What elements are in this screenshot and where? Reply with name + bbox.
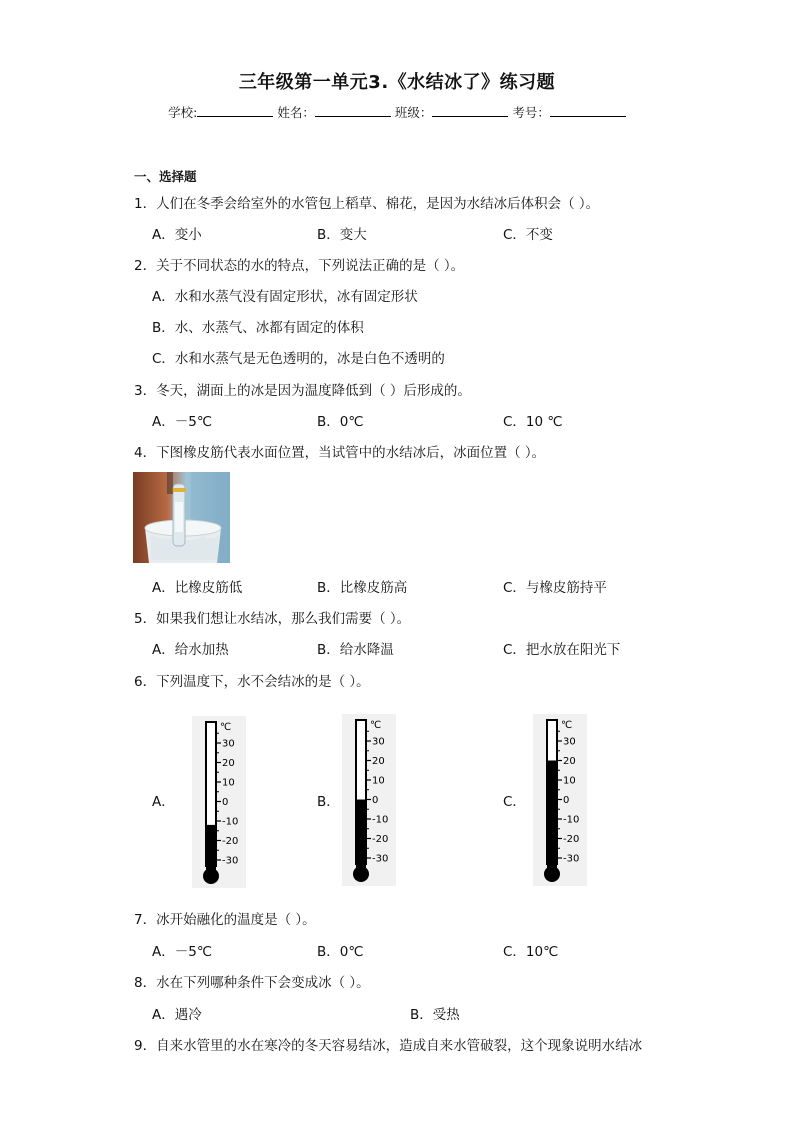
thermometer-tick-label: 30: [372, 736, 385, 748]
thermometer-liquid: [547, 761, 557, 869]
thermometer-bulb: [203, 868, 219, 884]
q7-option-a[interactable]: A．－5℃: [152, 944, 212, 960]
question-9: 9．自来水管里的水在寒冷的冬天容易结冰，造成自来水管破裂，这个现象说明水结冰: [134, 1038, 643, 1054]
thermometer-tick-label: 0: [563, 795, 570, 806]
thermometer-unit: ℃: [561, 720, 573, 731]
thermometer-tick-label: 0: [222, 797, 229, 808]
q1-option-c[interactable]: C．不变: [503, 227, 553, 243]
q7-option-c[interactable]: C．10℃: [503, 944, 559, 960]
question-3: 3．冬天，湖面上的冰是因为温度降低到（ ）后形成的。: [134, 383, 471, 399]
question-7: 7．冰开始融化的温度是（ ）。: [134, 912, 316, 928]
thermometer-unit: ℃: [220, 722, 232, 733]
thermometer-tick-label: 20: [563, 756, 576, 767]
thermometer-tick-label: -30: [372, 853, 389, 865]
student-info-line: [0, 103, 794, 121]
q3-option-c[interactable]: C．10 ℃: [503, 414, 563, 430]
thermometer-a: [190, 716, 248, 892]
q8-option-b[interactable]: B．受热: [410, 1007, 460, 1023]
q2-option-c[interactable]: C．水和水蒸气是无色透明的，冰是白色不透明的: [152, 351, 445, 367]
q2-option-b[interactable]: B．水、水蒸气、冰都有固定的体积: [152, 320, 364, 336]
q6-option-c[interactable]: C．: [503, 794, 526, 810]
thermometer-liquid: [206, 825, 216, 870]
q5-option-b[interactable]: B．给水降温: [317, 642, 394, 658]
school-label: 学校:: [168, 105, 198, 120]
thermometer-tick-label: 10: [222, 777, 235, 789]
test-tube-ice-photo: [133, 472, 230, 563]
question-1: 1．人们在冬季会给室外的水管包上稻草、棉花，是因为水结冰后体积会（ ）。: [134, 196, 600, 212]
thermometer-tick-label: -20: [222, 836, 239, 847]
thermometer-tick-label: -30: [222, 855, 239, 867]
thermometer-tick-label: 30: [222, 738, 235, 750]
thermometer-liquid: [356, 800, 366, 869]
exam-number-blank[interactable]: [550, 104, 626, 117]
q6-option-b[interactable]: B．: [317, 794, 340, 810]
thermometer-tick-label: -30: [563, 853, 580, 865]
thermometer-tick-label: -20: [372, 834, 389, 845]
q2-option-a[interactable]: A．水和水蒸气没有固定形状，冰有固定形状: [152, 289, 418, 305]
question-8: 8．水在下列哪种条件下会变成冰（ ）。: [134, 975, 370, 991]
question-5: 5．如果我们想让水结冰，那么我们需要（ ）。: [134, 611, 411, 627]
q8-option-a[interactable]: A．遇冷: [152, 1007, 202, 1023]
name-label: 姓名：: [277, 105, 315, 120]
q1-option-b[interactable]: B．变大: [317, 227, 367, 243]
q5-option-a[interactable]: A．给水加热: [152, 642, 229, 658]
q5-option-c[interactable]: C．把水放在阳光下: [503, 642, 621, 658]
thermometer-bulb: [353, 866, 369, 882]
q3-option-a[interactable]: A．－5℃: [152, 414, 212, 430]
class-blank[interactable]: [432, 104, 508, 117]
page-title: 三年级第一单元3.《水结冰了》练习题: [238, 72, 556, 93]
q4-option-c[interactable]: C．与橡皮筋持平: [503, 580, 607, 596]
q4-option-a[interactable]: A．比橡皮筋低: [152, 580, 243, 596]
thermometer-tick-label: 10: [372, 775, 385, 787]
thermometer-bulb: [544, 866, 560, 882]
school-blank[interactable]: [197, 104, 273, 117]
thermometer-tick-label: 0: [372, 795, 379, 806]
thermometer-svg: [531, 714, 589, 886]
q6-option-a[interactable]: A．: [152, 794, 175, 810]
thermometer-tick-label: -20: [563, 834, 580, 845]
thermometer-b: [340, 714, 398, 890]
thermometer-tick-label: -10: [372, 814, 389, 826]
q4-option-b[interactable]: B．比橡皮筋高: [317, 580, 408, 596]
question-4: 4．下图橡皮筋代表水面位置，当试管中的水结冰后，冰面位置（ ）。: [134, 445, 546, 461]
q1-option-a[interactable]: A．变小: [152, 227, 202, 243]
thermometer-tick-label: 30: [563, 736, 576, 748]
q7-option-b[interactable]: B．0℃: [317, 944, 364, 960]
question-6: 6．下列温度下，水不会结冰的是（ ）。: [134, 674, 370, 690]
name-blank[interactable]: [315, 104, 391, 117]
question-2: 2．关于不同状态的水的特点，下列说法正确的是（ ）。: [134, 258, 465, 274]
thermometer-tick-label: -10: [222, 816, 239, 828]
q3-option-b[interactable]: B．0℃: [317, 414, 364, 430]
section-title: 一、选择题: [134, 169, 197, 184]
thermometer-svg: [340, 714, 398, 886]
exam-number-label: 考号：: [512, 105, 550, 120]
thermometer-svg: [190, 716, 248, 888]
class-label: 班级：: [394, 105, 433, 120]
thermometer-unit: ℃: [370, 720, 382, 731]
thermometer-tick-label: -10: [563, 814, 580, 826]
thermometer-tick-label: 20: [222, 758, 235, 769]
thermometer-tick-label: 10: [563, 775, 576, 787]
thermometer-c: [531, 714, 589, 890]
thermometer-tick-label: 20: [372, 756, 385, 767]
